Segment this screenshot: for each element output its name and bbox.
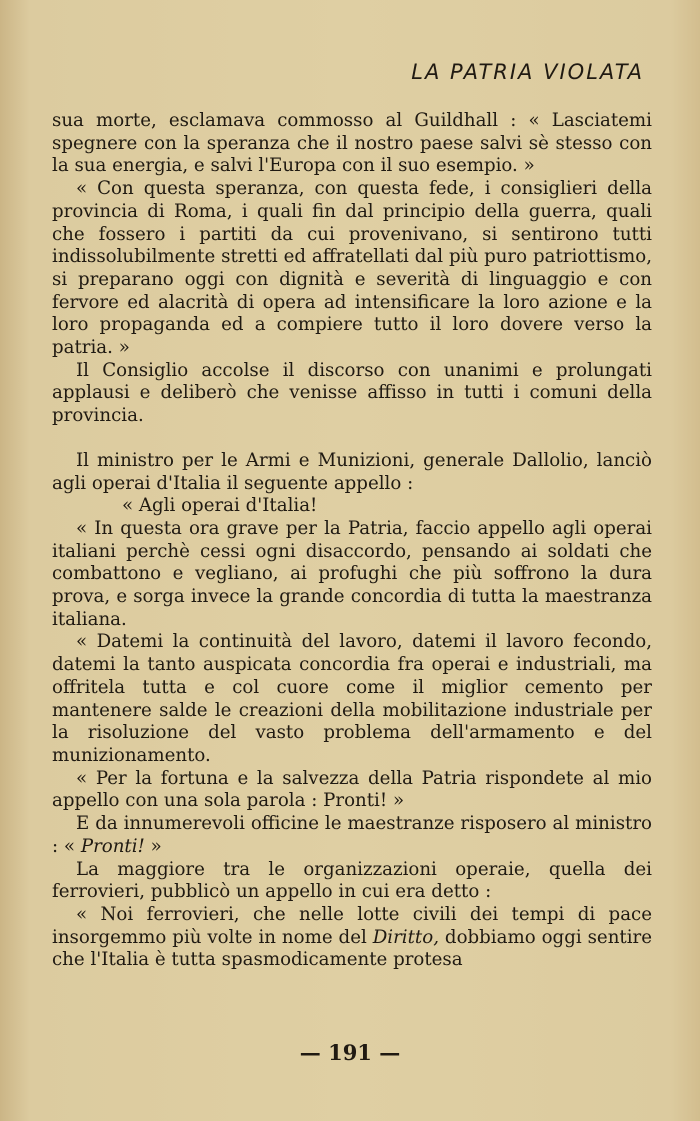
paragraph — [52, 813, 652, 858]
italic-text: Diritto, — [372, 926, 439, 948]
paragraph — [52, 904, 652, 972]
paragraph: « Con questa speranza, con questa fede, i consiglieri della provincia di Roma, i quali fin dal principio della guerra, quali che fossero i partiti da cui provenivano, si sentirono tutti indissolubilmente stretti ed affratellati dal più puro patriottismo, si preparano oggi con dignità e severità di linguaggio e con fervore ed alacrità di opera ad intensificare la loro azione e la loro propaganda ed a compiere tutto il loro dovere verso la patria. » — [52, 178, 652, 359]
paragraph: La maggiore tra le organizzazioni operaie, quella dei ferrovieri, pubblicò un appello in cui era detto : — [52, 858, 652, 903]
paragraph: sua morte, esclamava commosso al Guildhall : « Lasciatemi spegnere con la speranza che il nostro paese salvi sè stesso con la sua energia, e salvi l'Europa con il suo esempio. » — [52, 110, 652, 177]
text-run: « Noi ferrovieri, che nelle lotte civili dei tempi di pace insorgemmo più volte in nome del — [52, 903, 652, 948]
page-body — [52, 110, 652, 972]
paragraph: Il ministro per le Armi e Munizioni, generale Dallolio, lanciò agli operai d'Italia il seguente appello : — [52, 449, 652, 494]
paragraph: « In questa ora grave per la Patria, faccio appello agli operai italiani perchè cessi ogni disaccordo, pensando ai soldati che combattono e vegliano, ai profughi che più soffrono la dura prova, e sorga invece la grande concordia di tutta la maestranza italiana. — [52, 517, 652, 630]
text-run: dobbiamo oggi sentire che l'Italia è tutta spasmodicamente protesa — [52, 926, 652, 971]
text-run: » — [144, 835, 162, 857]
page-number: — 191 — — [299, 1040, 401, 1065]
italic-text: Pronti! — [80, 835, 145, 857]
paragraph: « Datemi la continuità del lavoro, datemi il lavoro fecondo, datemi la tanto auspicata concordia fra operai e industriali, ma offritela tutta e col cuore come il miglior cemento per mantenere salde le creazioni della mobilitazione industriale per la risoluzione del vasto problema dell'armamento e del munizionamento. — [52, 631, 652, 766]
paragraph: « Per la fortuna e la salvezza della Patria rispondete al mio appello con una sola parola : Pronti! » — [52, 767, 652, 812]
section-gap — [52, 428, 652, 450]
text-run: E da innumerevoli officine le maestranze risposero al ministro : « — [52, 813, 652, 857]
running-header: LA PATRIA VIOLATA — [411, 60, 644, 84]
paragraph: « Agli operai d'Italia! — [122, 495, 318, 517]
paragraph: Il Consiglio accolse il discorso con unanimi e prolungati applausi e deliberò che venisse affisso in tutti i comuni della provincia. — [52, 359, 652, 427]
